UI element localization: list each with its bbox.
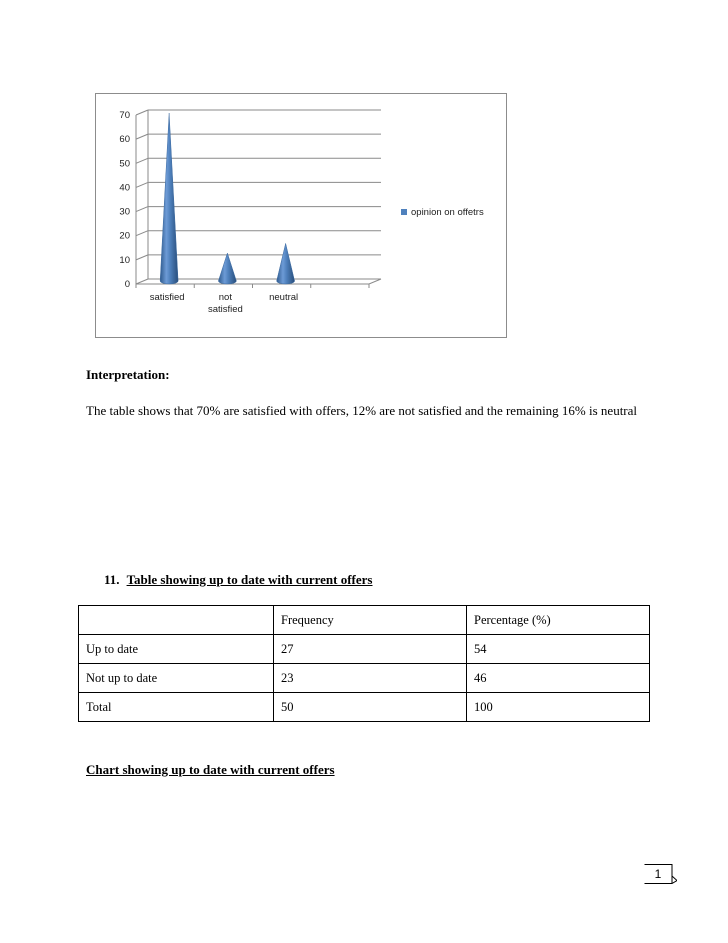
interpretation-text: The table shows that 70% are satisfied with offers, 12% are not satisfied and the remaining 16% is neutral: [86, 403, 638, 418]
table-cell: Up to date: [79, 635, 274, 664]
table-cell: 50: [274, 693, 467, 722]
y-tick-label: 50: [119, 158, 130, 170]
gridline-side: [136, 182, 148, 187]
y-tick-label: 20: [119, 230, 130, 242]
y-tick-label: 30: [119, 206, 130, 218]
gridline-side: [136, 158, 148, 163]
y-tick-label: 10: [119, 254, 130, 266]
x-tick-label: not: [218, 292, 232, 303]
section-number: 11.: [104, 572, 120, 587]
table-row: [79, 664, 650, 693]
bar-cone: [160, 113, 178, 284]
page-number: 1: [654, 867, 662, 881]
table-header-cell: Percentage (%): [467, 606, 650, 635]
section-heading: [104, 572, 373, 588]
gridline-side: [136, 110, 148, 115]
cone-chart: [95, 93, 507, 338]
gridline-side: [136, 279, 148, 284]
y-tick-label: 60: [119, 134, 130, 146]
table-cell: 27: [274, 635, 467, 664]
gridline-side: [136, 134, 148, 139]
gridline-side: [136, 207, 148, 212]
x-tick-label: satisfied: [207, 304, 243, 315]
y-tick-label: 40: [119, 182, 130, 194]
y-tick-label: 70: [119, 110, 130, 121]
bar-cone: [277, 243, 295, 284]
legend-label: opinion on offetrs: [411, 207, 484, 218]
legend-swatch: [401, 209, 407, 215]
table-cell: 46: [467, 664, 650, 693]
table-cell: 100: [467, 693, 650, 722]
section-title: Table showing up to date with current offers: [126, 572, 373, 587]
table-header-row: [79, 606, 650, 635]
table-header-cell: [79, 606, 274, 635]
frequency-table: [78, 605, 650, 722]
table-header-cell: Frequency: [274, 606, 467, 635]
table-cell: 54: [467, 635, 650, 664]
chart-canvas: [96, 94, 508, 339]
gridline-side: [136, 231, 148, 236]
x-tick-label: satisfied: [149, 292, 185, 303]
bar-cone: [218, 253, 236, 284]
table-row: [79, 635, 650, 664]
page-number-box: [644, 864, 677, 884]
y-tick-label: 0: [124, 279, 130, 290]
table-cell: Total: [79, 693, 274, 722]
interpretation-heading: Interpretation:: [86, 367, 170, 382]
table-cell: 23: [274, 664, 467, 693]
gridline-side: [136, 255, 148, 260]
table-cell: Not up to date: [79, 664, 274, 693]
table-row: [79, 693, 650, 722]
x-tick-label: neutral: [269, 292, 299, 303]
chart-heading: Chart showing up to date with current offers: [86, 762, 335, 777]
